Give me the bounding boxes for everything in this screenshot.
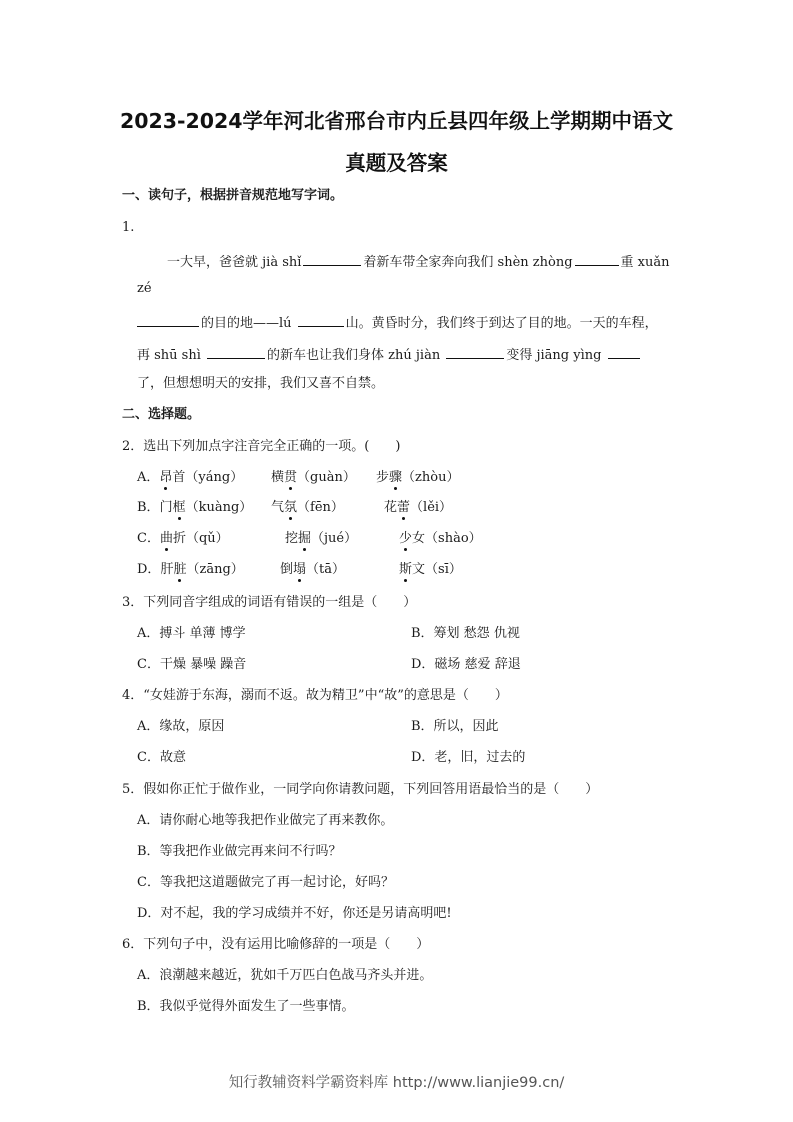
q1-text-5: 的目的地——lú: [201, 316, 292, 331]
answer-blank-4[interactable]: [298, 312, 344, 327]
dotted-character: 骤: [389, 470, 403, 485]
dotted-character: 昂: [159, 470, 173, 485]
answer-blank-2[interactable]: [575, 251, 619, 266]
word-2: [271, 469, 356, 487]
q5-option-b[interactable]: B．等我把作业做完再来问不行吗？: [137, 844, 342, 859]
option-label: A．: [137, 470, 160, 485]
pinyin: （qǔ）: [185, 531, 229, 546]
q4-option-a[interactable]: A．缘故，原因: [137, 719, 225, 734]
q3-option-b[interactable]: B．筹划 愁怨 仇视: [411, 626, 520, 641]
question-3-stem: 3．下列同音字组成的词语有错误的一组是（ ）: [122, 595, 417, 610]
character: 步: [376, 470, 390, 485]
pinyin: （zhòu）: [402, 470, 460, 485]
q1-text-8: 的新车也让我们身体 zhú jiàn: [267, 348, 441, 363]
pinyin: （shào）: [425, 531, 482, 546]
question-6-stem: 6．下列句子中，没有运用比喻修辞的一项是（ ）: [122, 937, 430, 952]
dotted-character: 脏: [173, 562, 187, 577]
pinyin: （lěi）: [410, 500, 453, 515]
pinyin: （guàn）: [297, 470, 356, 485]
character: 女: [412, 531, 426, 546]
dotted-character: 斯: [399, 562, 413, 577]
question-5-stem: 5．假如你正忙于做作业，一同学向你请教问题，下列回答用语最恰当的是（ ）: [122, 782, 599, 797]
pinyin: （tā）: [306, 562, 346, 577]
question-1-line-2: zé: [137, 281, 152, 296]
pinyin: （sī）: [425, 562, 462, 577]
q2-option-c[interactable]: [137, 530, 482, 548]
option-label: D．: [137, 562, 161, 577]
dotted-character: 塌: [293, 562, 307, 577]
option-label: C．: [137, 531, 160, 546]
word-3: [399, 530, 482, 548]
answer-blank-5[interactable]: [207, 344, 265, 359]
dotted-character: 掘: [298, 531, 312, 546]
footer-watermark: 知行教辅资料学霸资料库 http://www.lianjie99.cn/: [228, 1075, 565, 1091]
pinyin: （kuàng）: [185, 500, 253, 515]
pinyin: （fēn）: [297, 500, 344, 515]
q1-text-3: 重 xuǎn: [620, 255, 670, 270]
q3-option-a[interactable]: A．搏斗 单薄 博学: [137, 626, 246, 641]
character: 肝: [160, 562, 174, 577]
q6-option-b[interactable]: B．我似乎觉得外面发生了一些事情。: [137, 999, 355, 1014]
character: 门: [159, 500, 173, 515]
pinyin: （zāng）: [186, 562, 244, 577]
q2-option-a[interactable]: [137, 469, 460, 487]
word-2: [280, 561, 345, 579]
answer-blank-7[interactable]: [608, 344, 640, 359]
character: 倒: [280, 562, 294, 577]
dotted-character: 氛: [284, 500, 298, 515]
character: 文: [412, 562, 426, 577]
q1-text-9: 变得 jiāng yìng: [506, 348, 602, 363]
q3-option-d[interactable]: D．磁场 慈爱 辞退: [411, 657, 521, 672]
q6-option-a[interactable]: A．浪潮越来越近，犹如千万匹白色战马齐头并进。: [137, 968, 433, 983]
page-title-line-2: 真题及答案: [345, 151, 448, 175]
pinyin: （yáng）: [185, 470, 244, 485]
question-1-number: 1.: [122, 220, 135, 235]
question-1-line-1: [167, 251, 670, 272]
question-2-stem: 2．选出下列加点字注音完全正确的一项。( ): [122, 439, 401, 454]
character: 挖: [285, 531, 299, 546]
dotted-character: 贯: [284, 470, 298, 485]
q5-option-c[interactable]: C．等我把这道题做完了再一起讨论，好吗？: [137, 875, 394, 890]
word-2: [285, 530, 357, 548]
character: 折: [172, 531, 186, 546]
dotted-character: 少: [399, 531, 413, 546]
section-1-heading: 一、读句子，根据拼音规范地写字词。: [122, 188, 344, 203]
question-4-stem: 4．“女娃游于东海，溺而不返。故为精卫”中“故”的意思是（ ）: [122, 688, 508, 703]
q4-option-c[interactable]: C．故意: [137, 750, 186, 765]
question-1-line-5: 了，但想想明天的安排，我们又喜不自禁。: [137, 376, 385, 391]
option-label: B．: [137, 500, 160, 515]
q4-option-b[interactable]: B．所以，因此: [411, 719, 499, 734]
dotted-character: 框: [172, 500, 186, 515]
q1-text-7: 再 shū shì: [137, 348, 201, 363]
page-title-line-1: 2023-2024学年河北省邢台市内丘县四年级上学期期中语文: [119, 109, 674, 133]
q1-text-2: 着新车带全家奔向我们 shèn zhòng: [363, 255, 573, 270]
word-2: [271, 499, 344, 517]
word-3: [376, 469, 459, 487]
pinyin: （jué）: [311, 531, 358, 546]
character: 气: [271, 500, 285, 515]
q3-option-c[interactable]: C．干燥 暴噪 躁音: [137, 657, 247, 672]
answer-blank-6[interactable]: [446, 344, 504, 359]
character: 花: [384, 500, 398, 515]
answer-blank-1[interactable]: [303, 251, 361, 266]
q5-option-a[interactable]: A．请你耐心地等我把作业做完了再来教你。: [137, 813, 394, 828]
character: 横: [271, 470, 285, 485]
question-1-line-3: [137, 312, 658, 333]
word-3: [384, 499, 452, 517]
section-2-heading: 二、选择题。: [122, 407, 201, 422]
question-1-line-4: [137, 344, 642, 365]
character: 首: [172, 470, 186, 485]
q1-text-6: 山。黄昏时分，我们终于到达了目的地。一天的车程，: [345, 316, 658, 331]
q4-option-d[interactable]: D．老，旧，过去的: [411, 750, 526, 765]
q2-option-b[interactable]: [137, 499, 453, 517]
q5-option-d[interactable]: D．对不起，我的学习成绩并不好，你还是另请高明吧!: [137, 906, 452, 921]
word-3: [399, 561, 462, 579]
q1-text-1: 一大早，爸爸就 jià shǐ: [167, 255, 302, 270]
answer-blank-3[interactable]: [137, 312, 199, 327]
dotted-character: 蕾: [397, 500, 411, 515]
dotted-character: 曲: [159, 531, 173, 546]
q2-option-d[interactable]: [137, 561, 462, 579]
